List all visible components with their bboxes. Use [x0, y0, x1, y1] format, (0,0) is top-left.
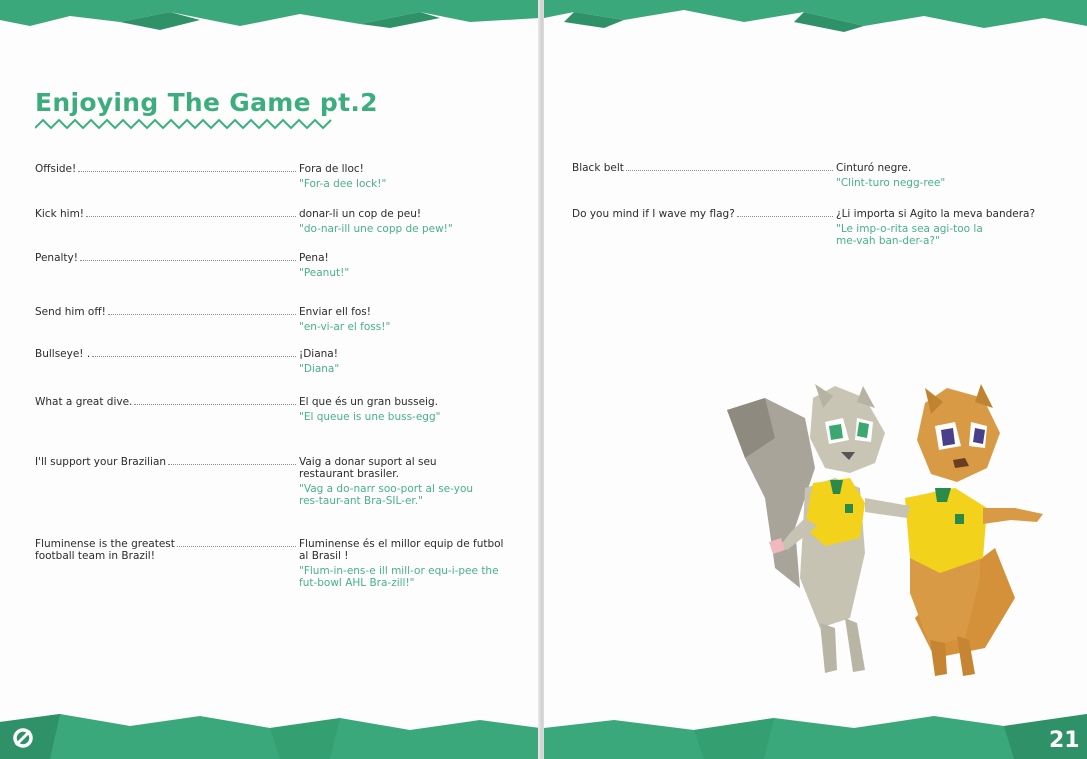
- dotted-leader: [168, 464, 296, 465]
- english-text: Black belt: [572, 162, 624, 174]
- top-band-right: [544, 0, 1087, 40]
- catalan-text: ¿Li importa si Agito la meva bandera?: [836, 208, 1036, 220]
- pronunciation-text: me-vah ban-der-a?": [836, 235, 940, 247]
- english-text: Do you mind if I wave my flag?: [572, 208, 735, 220]
- catalan-text: Vaig a donar suport al seu: [299, 456, 437, 468]
- catalan-translation: [299, 456, 514, 507]
- english-text: football team in Brazil!: [35, 550, 155, 562]
- top-band-left: [0, 0, 540, 40]
- mascot-illustration: [725, 378, 1055, 678]
- english-text: What a great dive.: [35, 396, 133, 408]
- catalan-translation: [299, 306, 514, 333]
- page-title: Enjoying The Game pt.2: [35, 88, 378, 117]
- dotted-leader: [626, 170, 833, 171]
- pronunciation-text: "Peanut!": [299, 267, 350, 279]
- title-zigzag-underline: [35, 118, 335, 130]
- dotted-leader: [177, 546, 296, 547]
- english-phrase: [572, 208, 834, 220]
- english-text: Bullseye! .: [35, 348, 91, 360]
- pronunciation-text: "en-vi-ar el foss!": [299, 321, 391, 333]
- pronunciation-text: "For-a dee lock!": [299, 178, 387, 190]
- bottom-band-left: [0, 708, 540, 759]
- catalan-text: restaurant brasiler.: [299, 468, 399, 480]
- catalan-translation: [299, 538, 514, 589]
- catalan-translation: [299, 163, 514, 190]
- dotted-leader: [737, 216, 833, 217]
- catalan-translation: [836, 208, 1041, 247]
- english-phrase: [35, 163, 297, 175]
- page-number-right: 21: [1049, 728, 1080, 753]
- pronunciation-text: "Vag a do-narr soo-port al se-you: [299, 483, 474, 495]
- catalan-text: donar-li un cop de peu!: [299, 208, 422, 220]
- english-text: Penalty!: [35, 252, 78, 264]
- pronunciation-text: "Le imp-o-rita sea agi-too la: [836, 223, 983, 235]
- pronunciation-text: "Clint-turo negg-ree": [836, 177, 946, 189]
- dotted-leader: [80, 260, 296, 261]
- catalan-text: al Brasil !: [299, 550, 349, 562]
- english-text: Kick him!: [35, 208, 85, 220]
- pronunciation-text: res-taur-ant Bra-SIL-er.": [299, 495, 423, 507]
- english-phrase: [35, 306, 297, 318]
- english-phrase: [35, 396, 297, 408]
- english-phrase: [35, 348, 297, 360]
- pronunciation-text: "Flum-in-ens-e ill mill-or equ-i-pee the: [299, 565, 499, 577]
- english-text: Fluminense is the greatest: [35, 538, 175, 550]
- page-number-left: [12, 727, 34, 755]
- catalan-text: ¡Diana!: [299, 348, 338, 360]
- catalan-text: Fora de lloc!: [299, 163, 364, 175]
- english-phrase: [35, 208, 297, 220]
- english-phrase: [35, 252, 297, 264]
- catalan-translation: [299, 396, 514, 423]
- catalan-text: El que és un gran busseig.: [299, 396, 438, 408]
- pronunciation-text: "do-nar-ill une copp de pew!": [299, 223, 453, 235]
- catalan-text: Cinturó negre.: [836, 162, 912, 174]
- page-number-20-glyph: [12, 727, 34, 749]
- english-text: I'll support your Brazilian: [35, 456, 167, 468]
- dotted-leader: [78, 171, 296, 172]
- english-phrase: [35, 456, 297, 468]
- left-page: [0, 0, 540, 759]
- dotted-leader: [134, 404, 296, 405]
- english-phrase: [35, 538, 297, 562]
- dotted-leader: [86, 216, 296, 217]
- english-phrase: [572, 162, 834, 174]
- english-text: Send him off!: [35, 306, 106, 318]
- catalan-translation: [299, 208, 514, 235]
- catalan-text: Enviar ell fos!: [299, 306, 371, 318]
- english-text: Offside!: [35, 163, 77, 175]
- catalan-translation: [836, 162, 1041, 189]
- pronunciation-text: "El queue is une buss-egg": [299, 411, 441, 423]
- dotted-leader: [108, 314, 296, 315]
- catalan-translation: [299, 348, 514, 375]
- catalan-text: Fluminense és el millor equip de futbol: [299, 538, 504, 550]
- bottom-band-right: [544, 708, 1087, 759]
- catalan-translation: [299, 252, 514, 279]
- pronunciation-text: "Diana": [299, 363, 340, 375]
- catalan-text: Pena!: [299, 252, 329, 264]
- dotted-leader: [92, 356, 296, 357]
- pronunciation-text: fut-bowl AHL Bra-zill!": [299, 577, 415, 589]
